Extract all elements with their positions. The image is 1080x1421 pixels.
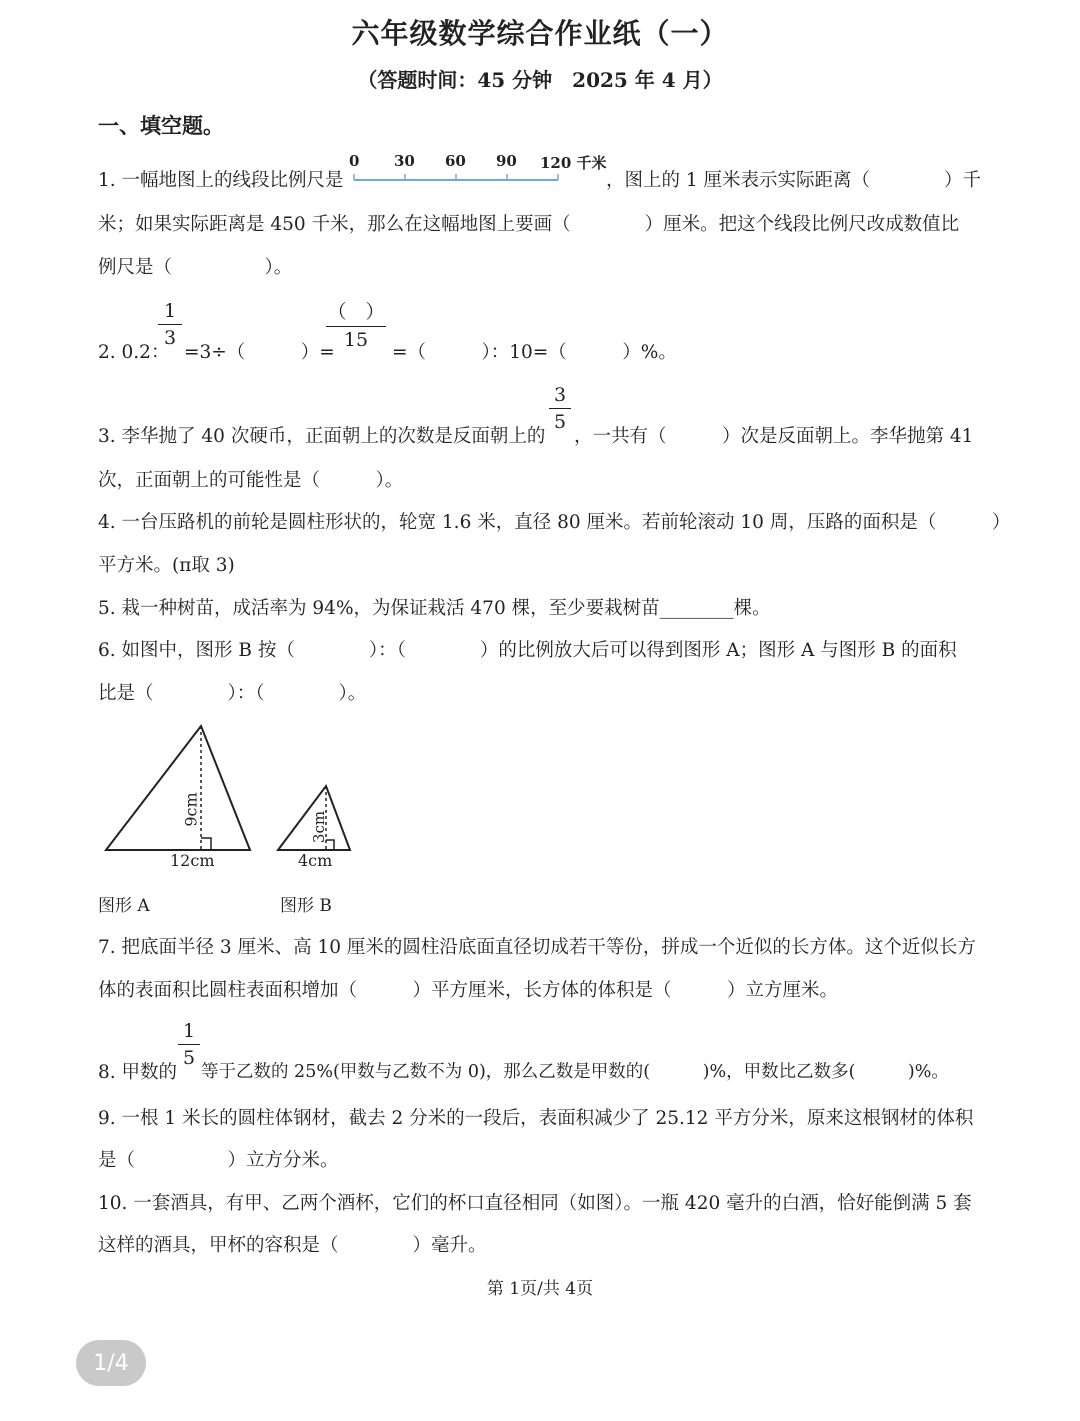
q3-line1-suffix: ，一共有（ ）次是反面朝上。李华抛第 41 <box>574 426 974 447</box>
q9-line2: 是（ ）立方分米。 <box>98 1150 339 1171</box>
q6-line2: 比是（ ）：（ ）。 <box>98 683 367 704</box>
q8-prefix: 8. 甲数的 <box>98 1062 178 1083</box>
q2-fraction-blank-15 <box>326 297 386 351</box>
q10-line2: 这样的酒具，甲杯的容积是（ ）毫升。 <box>98 1235 487 1256</box>
q4-line2: 平方米。(π取 3) <box>98 555 235 576</box>
q10-line1: 10. 一套酒具，有甲、乙两个酒杯，它们的杯口直径相同（如图）。一瓶 420 毫升的白酒，恰好能倒满 5 套 <box>98 1193 972 1214</box>
fraction-denominator: 3 <box>163 327 177 349</box>
figure-b-caption: 图形 B <box>280 896 332 916</box>
figure-a-height-label: 9cm <box>181 792 201 827</box>
q3-line1-prefix: 3. 李华抛了 40 次硬币，正面朝上的次数是反面朝上的 <box>98 426 546 447</box>
q2-suffix: =（ ）：10=（ ）%。 <box>392 342 677 363</box>
figure-a-triangle <box>100 720 260 860</box>
q2-middle: =3÷（ ）= <box>184 342 335 363</box>
q4-line1: 4. 一台压路机的前轮是圆柱形状的，轮宽 1.6 米，直径 80 厘米。若前轮滚动 10 周，压路的面积是（ ） <box>98 512 1011 533</box>
section-title: 一、填空题。 <box>98 113 224 138</box>
q1-line1-suffix: ，图上的 1 厘米表示实际距离（ ）千 <box>606 170 982 191</box>
q5-line1: 5. 栽一种树苗，成活率为 94%，为保证栽活 470 棵，至少要栽树苗________棵。 <box>98 598 771 619</box>
fraction-denominator: 5 <box>553 411 567 433</box>
fraction-bar <box>178 1044 200 1045</box>
q2-prefix: 2. 0.2： <box>98 342 170 363</box>
right-angle-mark-a <box>201 838 211 850</box>
q1-line1-prefix: 1. 一幅地图上的线段比例尺是 <box>98 170 344 191</box>
scale-label-30: 30 <box>394 152 415 170</box>
image-pager-indicator[interactable]: 1/4 <box>76 1340 146 1386</box>
fraction-numerator: 1 <box>163 300 177 322</box>
q2-fraction-1-3 <box>158 300 182 349</box>
scale-label-60: 60 <box>445 152 466 170</box>
page-subtitle: （答题时间：45 分钟 2025 年 4 月） <box>357 68 723 92</box>
fraction-bar <box>326 326 386 327</box>
fraction-numerator: 3 <box>553 384 567 406</box>
fraction-denominator: 15 <box>343 329 369 351</box>
fraction-numerator: （ ） <box>327 301 385 323</box>
q8-suffix: 等于乙数的 25%(甲数与乙数不为 0)，那么乙数是甲数的( )%，甲数比乙数多( )%。 <box>201 1062 949 1082</box>
q7-line2: 体的表面积比圆柱表面积增加（ ）平方厘米，长方体的体积是（ ）立方厘米。 <box>98 980 839 1001</box>
q6-line1: 6. 如图中，图形 B 按（ ）：（ ）的比例放大后可以得到图形 A；图形 A 与图形 B 的面积 <box>98 640 957 661</box>
page-title: 六年级数学综合作业纸（一） <box>351 17 729 50</box>
fraction-bar <box>158 324 182 325</box>
fraction-bar <box>549 408 571 409</box>
scale-label-0: 0 <box>349 152 360 170</box>
q7-line1: 7. 把底面半径 3 厘米、高 10 厘米的圆柱沿底面直径切成若干等份，拼成一个近似的长方体。这个近似长方 <box>98 937 976 958</box>
q3-line2: 次，正面朝上的可能性是（ ）。 <box>98 470 404 491</box>
q3-fraction-3-5 <box>549 384 571 433</box>
figure-b-height-label: 3cm <box>310 810 329 844</box>
q9-line1: 9. 一根 1 米长的圆柱体钢材，截去 2 分米的一段后，表面积减少了 25.12 平方分米，原来这根钢材的体积 <box>98 1108 974 1129</box>
q8-fraction-1-5 <box>178 1020 200 1069</box>
triangle-a-outline <box>106 726 250 850</box>
fraction-denominator: 5 <box>182 1047 196 1069</box>
scale-label-120: 120 千米 <box>540 154 607 172</box>
figure-a-caption: 图形 A <box>98 896 150 916</box>
q1-line3: 例尺是（ ）。 <box>98 257 293 278</box>
q1-scale-bar <box>348 150 608 186</box>
q1-line2: 米；如果实际距离是 450 千米，那么在这幅地图上要画（ ）厘米。把这个线段比例尺改成数值比 <box>98 214 960 235</box>
figure-a-base-label: 12cm <box>170 851 215 870</box>
page-footer: 第 1页/共 4页 <box>486 1279 594 1299</box>
fraction-numerator: 1 <box>182 1020 196 1042</box>
scale-label-90: 90 <box>496 152 517 170</box>
figure-b-base-label: 4cm <box>298 851 333 870</box>
